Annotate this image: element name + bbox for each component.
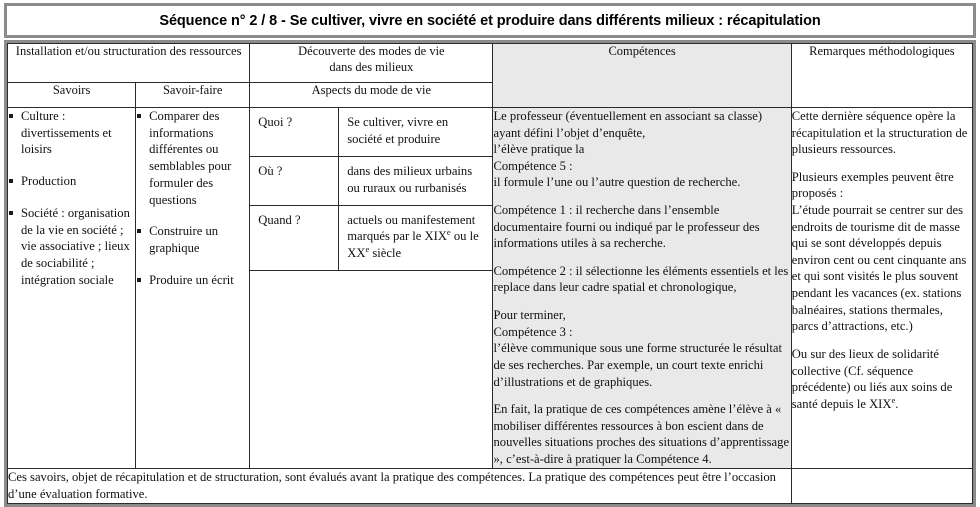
cell-remarques — [791, 108, 972, 469]
paragraph: Compétence 1 : il recherche dans l’ensemble documentaire fourni ou indiqué par le professeur des informations utiles à sa recherche. — [493, 203, 760, 251]
aspects-table — [250, 108, 492, 271]
page-title: Séquence n° 2 / 8 - Se cultiver, vivre en société et produire dans différents milieux : récapitulation — [159, 12, 821, 29]
table-row — [250, 156, 492, 205]
header-remarques: Remarques méthodologiques — [791, 44, 972, 108]
savoirs-list — [8, 108, 135, 289]
list-item: Culture : divertissements et loisirs — [8, 108, 135, 158]
aspect-answer: dans des milieux urbains ou ruraux ou rurbanisés — [339, 156, 493, 205]
aspect-answer: actuels ou manifestement marqués par le XIXe ou le XXe siècle — [339, 205, 493, 271]
paragraph: Compétence 2 : il sélectionne les éléments essentiels et les replace dans leur cadre spatial et chronologique, — [493, 263, 789, 295]
paragraph: Ou sur des lieux de solidarité collective (Cf. séquence précédente) ou liés aux soins de santé depuis le XIXe. — [791, 346, 953, 411]
cell-competences — [493, 108, 791, 469]
cell-aspects — [250, 108, 493, 469]
savoir-faire-list — [136, 108, 249, 289]
paragraph: Le professeur (éventuellement en associant sa classe) ayant défini l’objet d’enquête, l’élève pratique la Compétence 5 : il formule l’une ou l’autre question de recherche. — [493, 109, 763, 190]
header-installation: Installation et/ou structuration des ressources — [8, 44, 250, 83]
table-header-row-1 — [8, 44, 973, 83]
list-item: Comparer des informations différentes ou semblables pour formuler des questions — [136, 108, 249, 208]
table-content-row — [8, 108, 973, 469]
footer-note: Ces savoirs, objet de récapitulation et de structuration, sont évalués avant la pratique des compétences. La pratique des compétences peut être l’occasion d’une évaluation formative. — [8, 468, 792, 503]
header-aspects: Aspects du mode de vie — [250, 83, 493, 108]
paragraph: Cette dernière séquence opère la récapitulation et la structuration de plusieurs ressources. — [791, 109, 968, 157]
aspect-question: Quoi ? — [250, 108, 339, 156]
recap-table — [7, 43, 973, 504]
aspect-answer: Se cultiver, vivre en société et produire — [339, 108, 493, 156]
paragraph: En fait, la pratique de ces compétences amène l’élève à « mobiliser différentes ressources à bon escient dans de nouvelles situations proches des situations d’apprentissage », c’est-à-dire à pratiquer la Compétence 4. — [493, 402, 790, 466]
footer-empty-cell — [791, 468, 972, 503]
aspects-rows — [250, 108, 492, 271]
document-title-bar — [4, 3, 976, 38]
cell-savoir-faire — [136, 108, 250, 469]
paragraph: Plusieurs exemples peuvent être proposés : L’étude pourrait se centrer sur des endroits de tourisme dit de masse qui se sont développés depuis environ cent ou cent cinquante ans et qui sont visités le plus souvent pendant les vacances (ex. stations balnéaires, stations thermales, parcs d’attractions, etc.) — [791, 169, 967, 334]
list-item: Production — [8, 173, 135, 190]
header-competences: Compétences — [493, 44, 791, 108]
paragraph: Pour terminer, Compétence 3 : l’élève communique sous une forme structurée le résultat de ses recherches. Par exemple, un court texte enrichi d’illustrations et de graphiques. — [493, 308, 782, 389]
header-decouverte: Découverte des modes de vie dans des milieux — [250, 44, 493, 83]
list-item: Construire un graphique — [136, 223, 249, 256]
aspect-question: Où ? — [250, 156, 339, 205]
list-item: Société : organisation de la vie en société ; vie associative ; lieux de sociabilité ; intégration sociale — [8, 205, 135, 289]
recap-table-wrapper — [4, 40, 976, 507]
table-footer-row — [8, 468, 973, 503]
list-item: Produire un écrit — [136, 272, 249, 289]
cell-savoirs — [8, 108, 136, 469]
header-savoir-faire: Savoir-faire — [136, 83, 250, 108]
header-savoirs: Savoirs — [8, 83, 136, 108]
table-row — [250, 108, 492, 156]
table-row — [250, 205, 492, 271]
aspect-question: Quand ? — [250, 205, 339, 271]
